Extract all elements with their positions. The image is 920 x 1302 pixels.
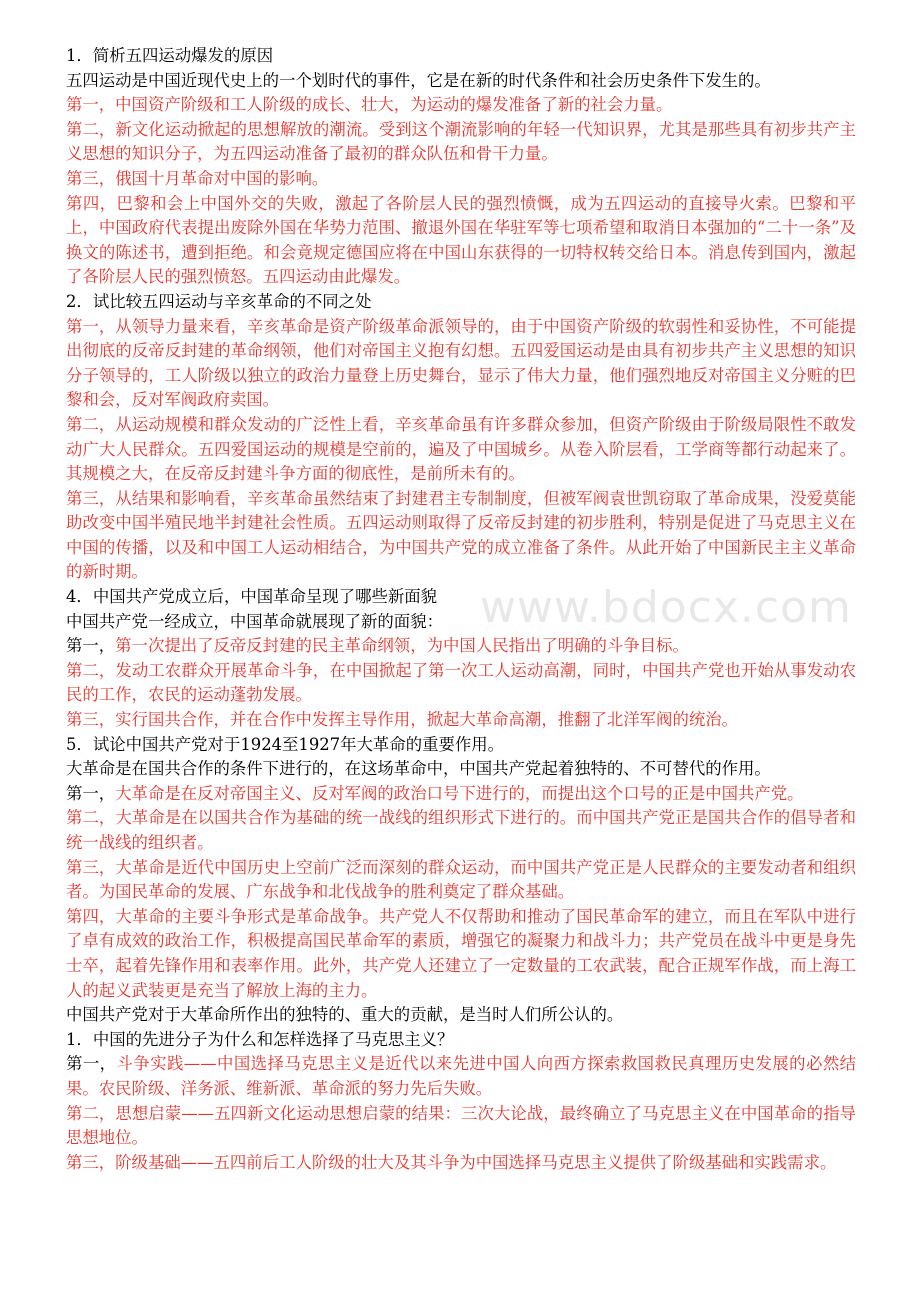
document-page	[66, 44, 856, 1175]
point-paragraph: 第四，大革命的主要斗争形式是革命战争。共产党人不仅帮助和推动了国民革命军的建立，而且在军队中进行了卓有成效的政治工作，积极提高国民革命军的素质，增强它的凝聚力和战斗力；共产党员在战斗中更是身先士卒，起着先锋作用和表率作用。此外，共产党人还建立了一定数量的工农武装，配合正规军作战，而上海工人的起义武装更是充当了解放上海的主力。	[66, 906, 856, 1000]
point-paragraph	[66, 659, 856, 708]
section-intro: 五四运动是中国近现代史上的一个划时代的事件，它是在新的时代条件和社会历史条件下发生的。	[66, 70, 771, 90]
point-text: 斗争实践——中国选择马克思主义是近代以来先进中国人向西方探索救国救民真理历史发展的必然结果。农民阶级、洋务派、维新派、革命派的努力先后失败。	[66, 1054, 857, 1098]
point-text: 发动工农群众开展革命斗争，在中国掀起了第一次工人运动高潮，同时，中国共产党也开始从事发动农民的工作，农民的运动蓬勃发展。	[66, 660, 857, 705]
point-text: 第一次提出了反帝反封建的民主革命纲领，为中国人民指出了明确的斗争目标。	[115, 636, 689, 656]
section-intro: 大革命是在国共合作的条件下进行的，在这场革命中，中国共产党起着独特的、不可替代的作用。	[66, 759, 771, 779]
point-paragraph: 第四，巴黎和会上中国外交的失败，激起了各阶层人民的强烈愤慨，成为五四运动的直接导火索。巴黎和平上，中国政府代表提出废除外国在华势力范围、撤退外国在华驻军等七项希望和取消日本强加的“二十一条”及换文的陈述书，遭到拒绝。和会竟规定德国应将在中国山东获得的一切特权转交给日本。消息传到国内，激起了各阶层人民的强烈愤怒。五四运动由此爆发。	[66, 193, 856, 287]
point-paragraph: 第三，从结果和影响看，辛亥革命虽然结束了封建君主专制制度，但被军阀袁世凯窃取了革命成果，没爱莫能助改变中国半殖民地半封建社会性质。五四运动则取得了反帝反封建的初步胜利，特别是促进了马克思主义在中国的传播，以及和中国工人运动相结合，为中国共产党的成立准备了条件。从此开始了中国新民主主义革命的新时期。	[66, 488, 856, 582]
section-heading: 2．试比较五四运动与辛亥革命的不同之处	[66, 291, 372, 311]
section-heading: 1．简析五四运动爆发的原因	[66, 46, 274, 65]
point-paragraph	[66, 1052, 856, 1101]
point-paragraph: 第二，大革命是在以国共合作为基础的统一战线的组织形式下进行的。而中国共产党正是国共合作的倡导者和统一战线的组织者。	[66, 808, 856, 852]
point-paragraph: 第二，从运动规模和群众发动的广泛性上看，辛亥革命虽有许多群众参加，但资产阶级由于阶级局限性不敢发动广大人民群众。五四爱国运动的规模是空前的，遍及了中国城乡。从卷入阶层看，工学商等都行动起来了。其规模之大，在反帝反封建斗争方面的彻底性，是前所未有的。	[66, 414, 856, 484]
point-paragraph: 第二，思想启蒙——五四新文化运动思想启蒙的结果：三次大论战，最终确立了马克思主义在中国革命的指导思想地位。	[66, 1103, 856, 1148]
point-paragraph	[66, 708, 856, 733]
point-text: 大革命是在反对帝国主义、反对军阀的政治口号下进行的，而提出这个口号的正是中国共产党。	[115, 783, 804, 803]
point-lead: 第一，	[66, 783, 116, 803]
section-heading: 1．中国的先进分子为什么和怎样选择了马克思主义？	[66, 1029, 454, 1049]
point-paragraph: 第一，中国资产阶级和工人阶级的成长、壮大，为运动的爆发准备了新的社会力量。	[66, 95, 673, 115]
point-lead: 第一，	[66, 636, 116, 656]
point-paragraph: 第三，大革命是近代中国历史上空前广泛而深刻的群众运动，而中国共产党正是人民群众的主要发动者和组织者。为国民革命的发展、广东战争和北伐战争的胜利奠定了群众基础。	[66, 857, 856, 902]
point-paragraph: 第一，从领导力量来看，辛亥革命是资产阶级革命派领导的，由于中国资产阶级的软弱性和妥协性，不可能提出彻底的反帝反封建的革命纲领，他们对帝国主义抱有幻想。五四爱国运动是由具有初步共产主义思想的知识分子领导的，工人阶级以独立的政治力量登上历史舞台，显示了伟大力量，他们强烈地反对帝国主义分赃的巴黎和会，反对军阀政府卖国。	[66, 316, 856, 410]
section-heading: 5．试论中国共产党对于1924至1927年大革命的重要作用。	[66, 734, 505, 754]
point-paragraph: 第三，阶级基础——五四前后工人阶级的壮大及其斗争为中国选择马克思主义提供了阶级基础和实践需求。	[66, 1152, 837, 1172]
point-lead: 第二，	[66, 660, 116, 680]
point-paragraph	[66, 634, 856, 659]
point-lead: 第三，	[66, 710, 116, 730]
section-closing: 中国共产党对于大革命所作出的独特的、重大的贡献，是当时人们所公认的。	[66, 1005, 624, 1025]
point-paragraph: 第二，新文化运动掀起的思想解放的潮流。受到这个潮流影响的年轻一代知识界，尤其是那些具有初步共产主义思想的知识分子，为五四运动准备了最初的群众队伍和骨干力量。	[66, 119, 856, 164]
point-paragraph: 第三，俄国十月革命对中国的影响。	[66, 168, 329, 188]
point-paragraph	[66, 782, 856, 807]
watermark: www.bdocx.com	[480, 582, 852, 633]
section-heading: 4．中国共产党成立后，中国革命呈现了哪些新面貌	[66, 587, 438, 607]
point-lead: 第一，	[66, 1054, 117, 1074]
point-text: 实行国共合作，并在合作中发挥主导作用，掀起大革命高潮，推翻了北洋军阀的统治。	[115, 710, 739, 730]
section-intro: 中国共产党一经成立，中国革命就展现了新的面貌：	[66, 611, 443, 631]
